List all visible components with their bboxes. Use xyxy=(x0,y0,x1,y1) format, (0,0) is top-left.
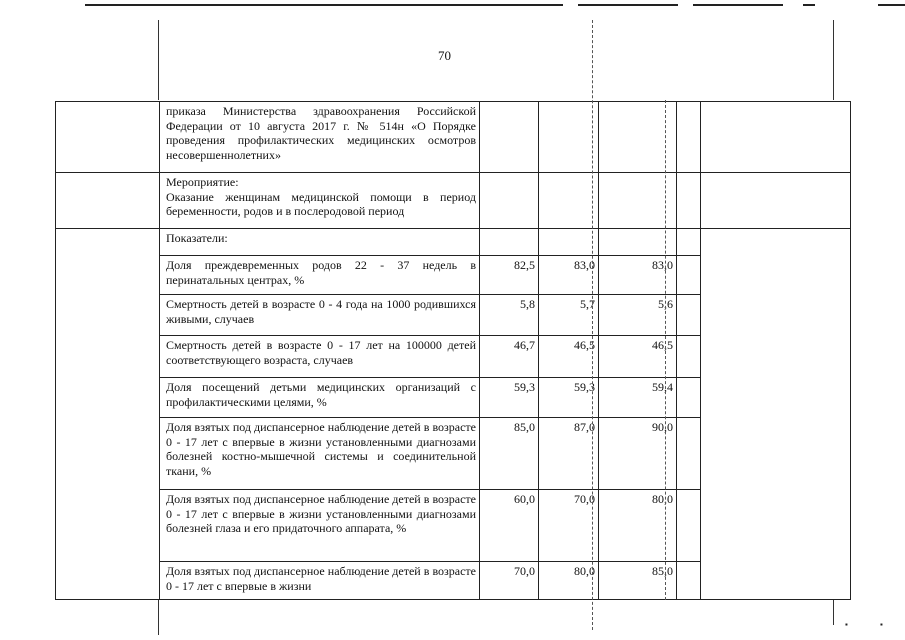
value-cell: 90,0 xyxy=(599,418,677,490)
table-row xyxy=(56,336,851,378)
table-row xyxy=(56,562,851,600)
extra-cell xyxy=(701,102,851,173)
row-side-cell xyxy=(56,336,160,378)
top-border-line xyxy=(878,4,905,6)
extra-cell xyxy=(677,562,701,600)
value-cell xyxy=(539,229,599,256)
extra-cell xyxy=(701,490,851,562)
extra-cell xyxy=(677,490,701,562)
indicator-name: Смертность детей в возрасте 0 - 4 года на 1000 родившихся живыми, случаев xyxy=(160,295,480,336)
value-cell: 80,0 xyxy=(539,562,599,600)
top-border-line xyxy=(803,4,815,6)
row-side-cell xyxy=(56,490,160,562)
value-cell: 59,4 xyxy=(599,378,677,418)
extra-cell xyxy=(701,378,851,418)
extra-cell xyxy=(701,418,851,490)
extra-cell xyxy=(677,295,701,336)
extra-cell xyxy=(701,336,851,378)
value-cell xyxy=(539,102,599,173)
scan-mark: ▪ xyxy=(845,620,848,629)
row-side-cell xyxy=(56,562,160,600)
scan-rule-right-bottom xyxy=(833,600,834,625)
extra-cell xyxy=(677,229,701,256)
table-row xyxy=(56,229,851,256)
extra-cell xyxy=(701,562,851,600)
value-cell: 83,0 xyxy=(539,256,599,295)
extra-cell xyxy=(677,378,701,418)
value-cell: 82,5 xyxy=(480,256,539,295)
top-border-line xyxy=(578,4,678,6)
extra-cell xyxy=(701,256,851,295)
value-cell: 85,0 xyxy=(599,562,677,600)
value-cell: 46,7 xyxy=(480,336,539,378)
top-border-line xyxy=(85,4,563,6)
value-cell: 85,0 xyxy=(480,418,539,490)
value-cell: 60,0 xyxy=(480,490,539,562)
row-side-cell xyxy=(56,173,160,229)
row-side-cell xyxy=(56,229,160,256)
extra-cell xyxy=(677,173,701,229)
extra-cell xyxy=(677,418,701,490)
value-cell: 87,0 xyxy=(539,418,599,490)
page-number: 70 xyxy=(438,48,451,63)
row-side-cell xyxy=(56,295,160,336)
extra-cell xyxy=(701,295,851,336)
value-cell: 5,7 xyxy=(539,295,599,336)
extra-cell xyxy=(677,256,701,295)
table-row xyxy=(56,418,851,490)
table-row xyxy=(56,256,851,295)
value-cell xyxy=(480,102,539,173)
row-side-cell xyxy=(56,102,160,173)
indicator-name: Смертность детей в возрасте 0 - 17 лет на 100000 детей соответствующего возраста, случаев xyxy=(160,336,480,378)
extra-cell xyxy=(677,102,701,173)
scan-rule-right xyxy=(833,20,834,100)
indicator-name: Доля взятых под диспансерное наблюдение детей в возрасте 0 - 17 лет с впервые в жизни xyxy=(160,562,480,600)
indicators-table xyxy=(55,101,851,600)
top-border-line xyxy=(693,4,783,6)
value-cell xyxy=(480,173,539,229)
scan-rule-left xyxy=(158,20,159,100)
scan-dash-line xyxy=(592,20,593,630)
table-row xyxy=(56,295,851,336)
table-row xyxy=(56,378,851,418)
extra-cell xyxy=(701,229,851,256)
indicator-name: Доля взятых под диспансерное наблюдение детей в возрасте 0 - 17 лет с впервые в жизни установленными диагнозами болезней глаза и его придаточного аппарата, % xyxy=(160,490,480,562)
indicator-name: Показатели: xyxy=(160,229,480,256)
row-side-cell xyxy=(56,256,160,295)
table-row xyxy=(56,173,851,229)
indicator-name: Доля посещений детьми медицинских организаций с профилактическими целями, % xyxy=(160,378,480,418)
value-cell: 5,6 xyxy=(599,295,677,336)
scan-dash-line xyxy=(665,100,666,600)
value-cell: 80,0 xyxy=(599,490,677,562)
scan-rule-left-bottom xyxy=(158,600,159,635)
table-row xyxy=(56,490,851,562)
value-cell: 5,8 xyxy=(480,295,539,336)
indicator-name: Доля преждевременных родов 22 - 37 недель в перинатальных центрах, % xyxy=(160,256,480,295)
extra-cell xyxy=(701,173,851,229)
indicator-name: Доля взятых под диспансерное наблюдение детей в возрасте 0 - 17 лет с впервые в жизни установленными диагнозами болезней костно-мышечной системы и соединительной ткани, % xyxy=(160,418,480,490)
row-side-cell xyxy=(56,418,160,490)
value-cell: 59,3 xyxy=(539,378,599,418)
value-cell: 46,5 xyxy=(539,336,599,378)
value-cell xyxy=(539,173,599,229)
table-row xyxy=(56,102,851,173)
extra-cell xyxy=(677,336,701,378)
row-side-cell xyxy=(56,378,160,418)
value-cell: 70,0 xyxy=(539,490,599,562)
value-cell: 70,0 xyxy=(480,562,539,600)
indicator-name: Мероприятие: Оказание женщинам медицинской помощи в период беременности, родов и в послеродовой период xyxy=(160,173,480,229)
value-cell: 59,3 xyxy=(480,378,539,418)
value-cell xyxy=(480,229,539,256)
scan-mark: ▪ xyxy=(880,620,883,629)
value-cell: 83,0 xyxy=(599,256,677,295)
value-cell: 46,5 xyxy=(599,336,677,378)
indicator-name: приказа Министерства здравоохранения Российской Федерации от 10 августа 2017 г. № 514н «О Порядке проведения профилактических медицинских осмотров несовершеннолетних» xyxy=(160,102,480,173)
